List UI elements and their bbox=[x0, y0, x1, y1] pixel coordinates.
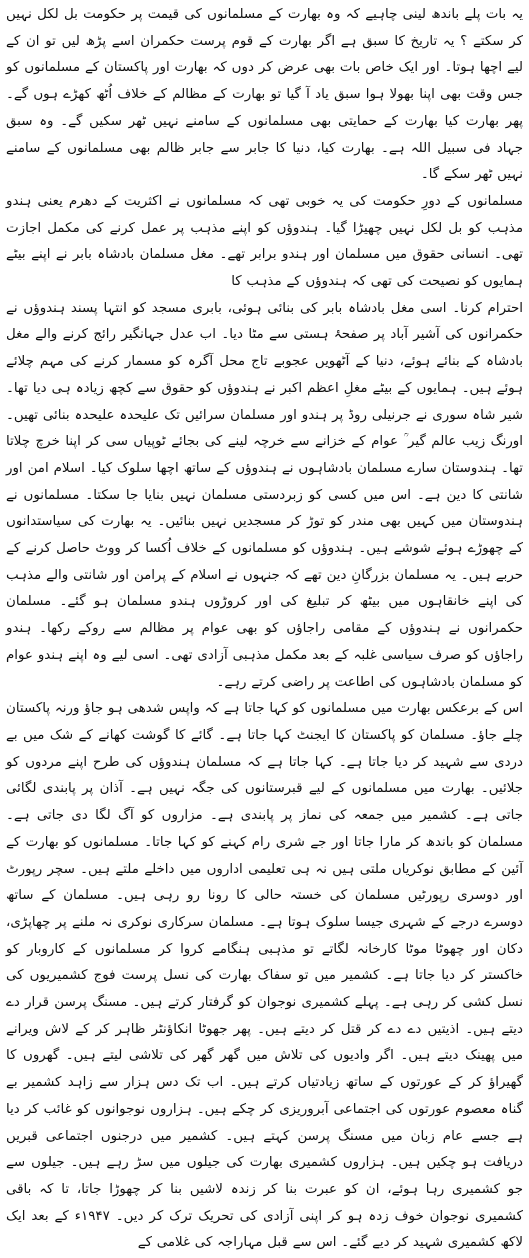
article-paragraph: احترام کرنا۔ اسی مغل بادشاہ بابر کی بنائی ہوئی، بابری مسجد کو انتہا پسند ہندوؤں نے حکمرانوں کی آشیر آباد پر صفحۂ ہستی سے مٹا دیا۔ اب عدل جہانگیر رائج کرنے والے مغل بادشاہ کے بنائے ہوئے، دنیا کے آٹھویں عجوبے تاج محل آگرہ کو مسمار کرنے کی مہم چلائے ہوئے ہیں۔ ہمایوں کے بیٹے مغلِ اعظم اکبر نے ہندوؤں کو حقوق سے کچھ زیادہ ہی دیا تھا۔ شیر شاہ سوری نے جرنیلی روڈ پر ہندو اور مسلمان سرائیں تک علیحدہ علیحدہ بنائی تھیں۔ اورنگ زیب عالم گیر ؒ عوام کے خزانے سے خرچہ لینے کی بجائے ٹوپیاں سی کر اپنا خرچ چلاتا تھا۔ ہندوستان سارے مسلمان بادشاہوں نے ہندوؤں کے ساتھ اچھا سلوک کیا۔ اسلام امن اور شانتی کا دین ہے۔ اس میں کسی کو زبردستی مسلمان نہیں بنایا جا سکتا۔ مسلمانوں نے ہندوستان میں کہیں بھی مندر کو توڑ کر مسجدیں نہیں بنائیں۔ یہ بھارت کی سیاستدانوں کے چھوڑے ہوئے شوشے ہیں۔ ہندوؤں کو مسلمانوں کے خلاف اُکسا کر ووٹ حاصل کرنے کے حربے ہیں۔ یہ مسلمان بزرگانِ دین تھے کہ جنہوں نے اسلام کے پرامن اور شانتی والے مذہب کی اپنے خانقاہوں میں بیٹھ کر تبلیغ کی اور کروڑوں ہندو مسلمان ہو گئے۔ مسلمان حکمرانوں نے ہندوؤں کے مقامی راجاؤں کو بھی عوام پر مظالم سے روکے رکھا۔ ہندو راجاؤں کو صرف سیاسی غلبہ کے بعد مکمل مذہبی آزادی تھی۔ اسی لیے وہ اپنے ہندو عوام کو مسلمان بادشاہوں کی اطاعت پر راضی کرتے رہے۔ bbox=[6, 300, 523, 690]
article-paragraph: اس کے برعکس بھارت میں مسلمانوں کو کہا جاتا ہے کہ واپس شدھی ہو جاؤ ورنہ پاکستان چلے جاؤ۔ مسلمان کو پاکستان کا ایجنٹ کہا جاتا ہے۔ گائے کا گوشت کھانے کے شک میں بے دردی سے شہید کر دیا جاتا ہے۔ کہا جاتا ہے کہ مسلمان ہندوؤں کی طرح اپنے مردوں کو جلائیں۔ بھارت میں مسلمانوں کے لیے قبرستانوں کی جگہ نہیں ہے۔ آذان پر پابندی لگائی جاتی ہے۔ کشمیر میں جمعہ کی نماز پر پابندی ہے۔ مزاروں کو آگ لگا دی جاتی ہے۔ مسلمان کو باندھ کر مارا جاتا اور جے شری رام کہنے کو کہا جاتا۔ مسلمانوں کو بھارت کے آئین کے مطابق نوکریاں ملتی ہیں نہ ہی تعلیمی اداروں میں داخلے ملتے ہیں۔ سچر رپورٹ اور دوسری رپورٹیں مسلمان کی خستہ حالی کا رونا رو رہی ہیں۔ مسلمان کے ساتھ دوسرے درجے کے شہری جیسا سلوک ہوتا ہے۔ مسلمان سرکاری نوکری نہ ملنے پر چھاپڑی، دکان اور چھوٹا موٹا کارخانہ لگاتے تو مذہبی ہنگامے کروا کر مسلمانوں کے کاروبار کو خاکستر کر دیا جاتا ہے۔ کشمیر میں تو سفاک بھارت کی نسل پرست فوج کشمیریوں کی نسل کشی کر رہی ہے۔ پہلے کشمیری نوجوان کو گرفتار کرتے ہیں۔ مسنگ پرسن قرار دے دیتے ہیں۔ اذیتیں دے دے کر قتل کر دیتے ہیں۔ پھر جھوٹا انکاؤنٹر ظاہر کر کے لاش ویرانے میں پھینک دیتے ہیں۔ اگر وادیوں کی تلاش میں گھر گھر کی تلاشی لیتے ہیں۔ گھروں کا گھیراؤ کر کے عورتوں کے ساتھ زیادتیاں کرتے ہیں۔ اب تک دس ہزار سے زاہد کشمیر بے گناہ معصوم عورتوں کی اجتماعی آبروریزی کر چکے ہیں۔ ہزاروں نوجوانوں کو غائب کر دیا ہے جسے عام زبان میں مسنگ پرسن کہتے ہیں۔ کشمیر میں درجنوں اجتماعی قبریں دریافت ہو چکیں ہیں۔ ہزاروں کشمیری بھارت کی جیلوں میں سڑ رہے ہیں۔ جیلوں سے جو کشمیری رہا ہوئے، ان کو عبرت بنا کر زندہ لاشیں بنا کر چھوڑا جاتا، تا کہ باقی کشمیری نوجوان خوف زدہ ہو کر اپنی آزادی کی تحریک ترک کر دیں۔ ۱۹۴۷ء کے بعد ایک لاکھ کشمیری شہید کر دیے گئے۔ اس سے قبل مہاراجہ کی غلامی کے bbox=[6, 701, 523, 1251]
article-paragraph: مسلمانوں کے دورِ حکومت کی یہ خوبی تھی کہ مسلمانوں نے اکثریت کے دھرم یعنی ہندو مذہب کو بل لکل نہیں چھیڑا گیا۔ ہندوؤں کو اپنے مذہب پر عمل کرنے کی مکمل اجازت تھی۔ انسانی حقوق میں مسلمان اور ہندو برابر تھے۔ مغل مسلمان بادشاہ بابر نے اپنے بیٹے ہمایوں کو نصیحت کی تھی کہ ہندوؤں کے مذہب کا bbox=[6, 193, 523, 290]
article-paragraph: یہ بات پلے باندھ لینی چاہیے کہ وہ بھارت کے مسلمانوں کی قیمت پر حکومت بل لکل نہیں کر سکتے ؟ یہ تاریخ کا سبق ہے اگر بھارت کے قوم پرست حکمران اسے پڑھ لیں تو ان کے لیے اچھا ہوتا۔ اور ایک خاص بات بھی عرض کر دوں کہ بھارت اور پاکستان کے مسلمانوں کو جس وقت بھی اپنا بھولا ہوا سبق یاد آ گیا تو بھارت کے مظالم کے خلاف اُٹھ کھڑے ہوں گے۔ پھر بھارت کیا بھارت کے حمایتی بھی مسلمانوں کے سامنے نہیں ٹھر سکیں گے۔ وہ سبق جہاد فی سبیل اللہ ہے۔ بھارت کیا، دنیا کا جابر سے جابر ظالم بھی مسلمانوں کے سامنے نہیں ٹھر سکے گا۔ bbox=[6, 7, 523, 183]
